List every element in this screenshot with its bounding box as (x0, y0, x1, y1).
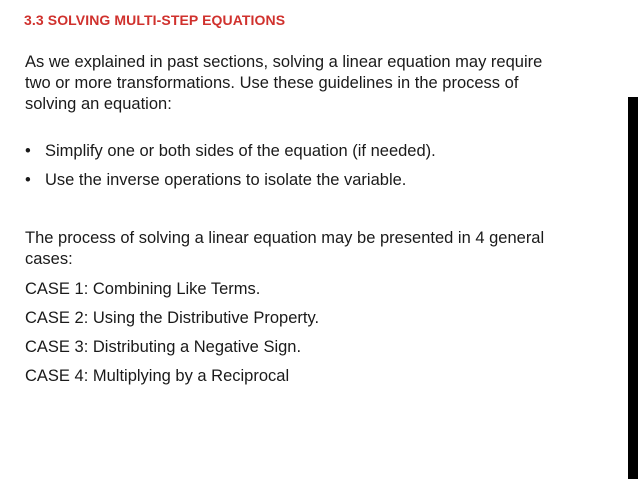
guideline-list (25, 141, 605, 191)
list-item-text: Use the inverse operations to isolate the variable. (45, 171, 407, 189)
list-item (25, 141, 605, 162)
case-item: CASE 2: Using the Distributive Property. (25, 309, 320, 327)
process-line: cases: (25, 250, 73, 268)
slide-title: 3.3 SOLVING MULTI-STEP EQUATIONS (24, 12, 286, 28)
bullet-icon: • (25, 142, 31, 160)
intro-paragraph (25, 52, 605, 115)
case-list (25, 279, 605, 387)
case-item: CASE 4: Multiplying by a Reciprocal (25, 367, 290, 385)
process-paragraph (25, 228, 605, 270)
slide-body (25, 52, 605, 387)
accent-bar (628, 97, 638, 479)
list-item (25, 170, 605, 191)
process-line: The process of solving a linear equation may be presented in 4 general (25, 229, 545, 247)
case-item: CASE 1: Combining Like Terms. (25, 280, 261, 298)
intro-line: two or more transformations. Use these guidelines in the process of (25, 74, 519, 92)
list-item-text: Simplify one or both sides of the equation (if needed). (45, 142, 436, 160)
case-item: CASE 3: Distributing a Negative Sign. (25, 338, 302, 356)
bullet-icon: • (25, 171, 31, 189)
intro-line: As we explained in past sections, solving a linear equation may require (25, 53, 543, 71)
intro-line: solving an equation: (25, 95, 172, 113)
